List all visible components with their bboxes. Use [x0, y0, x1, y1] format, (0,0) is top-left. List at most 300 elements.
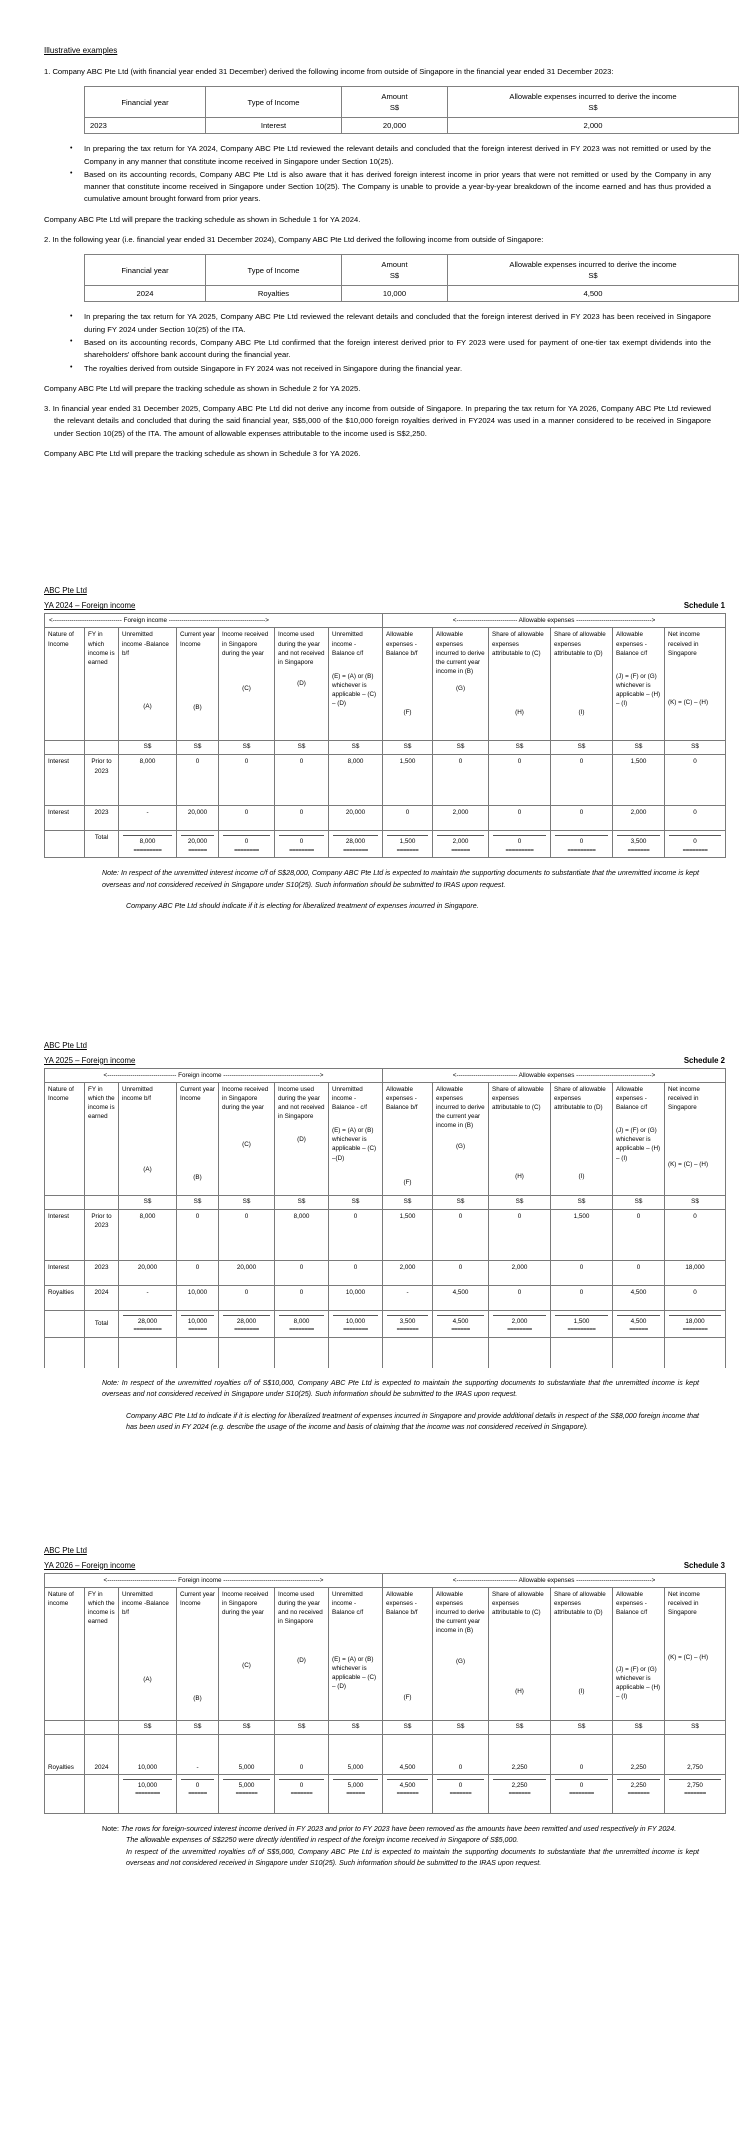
cell-nature: Royalties: [45, 1734, 85, 1774]
col-code-g: (G): [455, 685, 466, 693]
cell-share-c: 2,250: [489, 1734, 551, 1774]
col-share-d-label: Share of allowable expenses attributable to (D): [554, 631, 606, 657]
col-code-c: (C): [242, 684, 251, 692]
total-share-d: 0 =========: [551, 831, 613, 858]
currency-cell: S$: [119, 1195, 177, 1209]
col-share-d: [551, 1587, 613, 1720]
col-current-year-income: [177, 1587, 219, 1720]
total-used: 8,000 ========: [275, 1310, 329, 1337]
col-code-a: (A): [143, 1166, 152, 1174]
col-unremitted-bf: [119, 628, 177, 741]
cell-received-sg: 0: [219, 1285, 275, 1310]
header-allowable-expenses: [448, 87, 739, 118]
col-net-income-formula: (K) = (C) – (H): [668, 1161, 709, 1169]
total-label: Total: [85, 831, 119, 858]
cell-fy: 2023: [85, 806, 119, 831]
currency-cell: S$: [177, 1195, 219, 1209]
total-received-sg: 0 ========: [219, 831, 275, 858]
cell-share-d: 1,500: [551, 1209, 613, 1260]
cell-used: 0: [275, 1285, 329, 1310]
header-allowable-expenses: [448, 255, 739, 286]
cell-received-sg: 0: [219, 806, 275, 831]
currency-cell: S$: [177, 1720, 219, 1734]
total-net-income: 0 ========: [665, 831, 726, 858]
cell-unremitted-cf: 10,000: [329, 1285, 383, 1310]
cell-fy: Prior to 2023: [85, 1209, 119, 1260]
header-type-of-income: Type of Income: [206, 255, 342, 286]
cell-allowable-bf: 1,500: [383, 1209, 433, 1260]
cell-type-of-income: Royalties: [206, 286, 342, 302]
spacer-cell: [177, 1337, 219, 1368]
col-code-i: (I): [578, 1688, 585, 1696]
col-allowable-bf-label: Allowable expenses -Balance b/f: [386, 1590, 418, 1616]
col-code-i: (I): [578, 1173, 585, 1181]
col-code-f: (F): [403, 1179, 412, 1187]
list-item: • Based on its accounting records, Company ABC Pte Ltd is also aware that it has derived foreign interest income in prior years that were not remitted or used by the Company in any manner that constitute income received in Singapore under Section 10(25). The Company is unable to provide a year-by-year breakdown of the income earned and has thus provided a cumulative amount brought forward from prior years.: [70, 169, 711, 206]
col-nature-of-income: Nature of income: [45, 1587, 85, 1720]
schedule-3-table: [44, 1573, 726, 1814]
page-title: Illustrative examples: [44, 46, 118, 55]
header-allowable-expenses-currency: S$: [588, 271, 598, 281]
col-net-income: [665, 628, 726, 741]
total-received-sg: 5,000 =======: [219, 1774, 275, 1813]
col-unremitted-cf-formula: (E) = (A) or (B) whichever is applicable – (C) –(D): [332, 1127, 377, 1162]
table-row: [45, 755, 726, 806]
col-code-h: (H): [515, 708, 524, 716]
note-label: Note:: [102, 869, 119, 878]
cell-allowable-expenses: 4,500: [448, 286, 739, 302]
col-code-a: (A): [143, 702, 152, 710]
col-code-b: (B): [193, 1174, 202, 1182]
spacer-cell: [551, 1337, 613, 1368]
col-share-d: [551, 628, 613, 741]
total-unremitted-cf: 28,000 ========: [329, 831, 383, 858]
cell-unremitted-bf: 20,000: [119, 1260, 177, 1285]
example2-intro: 2. In the following year (i.e. financial year ended 31 December 2024), Company ABC Pte Ltd derived the following income from outside of Singapore:: [44, 235, 544, 245]
spacer-cell: [613, 1337, 665, 1368]
example1-closing: Company ABC Pte Ltd will prepare the tracking schedule as shown in Schedule 1 for YA 2024.: [44, 214, 361, 224]
spacer-cell: [433, 1337, 489, 1368]
currency-cell: S$: [613, 1195, 665, 1209]
cell-allowable-cf: 1,500: [613, 755, 665, 806]
cell-allowable-cf: 0: [613, 1209, 665, 1260]
schedule-3-section: [0, 1546, 755, 1870]
schedule-2-table: [44, 1068, 726, 1368]
currency-cell: S$: [489, 1195, 551, 1209]
cell-net-income: 0: [665, 755, 726, 806]
col-nature-of-income: Nature of Income: [45, 1082, 85, 1195]
col-income-used: [275, 628, 329, 741]
col-income-used: [275, 1082, 329, 1195]
col-current-year-income-label: Current year Income: [180, 1590, 215, 1607]
schedule-3-company: ABC Pte Ltd: [44, 1545, 87, 1555]
header-financial-year: Financial year: [85, 87, 206, 118]
header-amount-label: Amount: [381, 91, 408, 101]
cell-nature: Royalties: [45, 1285, 85, 1310]
cell-share-d: 0: [551, 806, 613, 831]
cell-nature: Interest: [45, 755, 85, 806]
column-header-row: [45, 1082, 726, 1195]
note-text: In respect of the unremitted royalties c/f of S$10,000, Company ABC Pte Ltd is expected to maintain the supporting documents to substantiate that the unremitted income is kept overseas and not considered received in Singapore under S10(25). Such information should be submitted to the IRAS upon request.: [102, 1378, 699, 1399]
schedule-2-number: Schedule 2: [683, 1055, 725, 1065]
cell-allowable-bf: 2,000: [383, 1260, 433, 1285]
example1-bullets: [44, 143, 711, 205]
col-code-d: (D): [297, 1136, 306, 1144]
header-financial-year: Financial year: [85, 255, 206, 286]
currency-cell: S$: [433, 1720, 489, 1734]
total-share-d: 0 ========: [551, 1774, 613, 1813]
total-allowable-incurred: 4,500 ======: [433, 1310, 489, 1337]
total-allowable-bf: 4,500 =======: [383, 1774, 433, 1813]
total-blank: [45, 1310, 85, 1337]
cell-share-d: 0: [551, 755, 613, 806]
col-code-f: (F): [403, 708, 412, 716]
example3-intro: 3. In financial year ended 31 December 2025, Company ABC Pte Ltd did not derive any income from outside of Singapore. In preparing the tax return for YA 2026, Company ABC Pte Ltd reviewed the relevant details and concluded that during the said financial year, S$5,000 of the $10,000 foreign royalties derived in FY2024 was used in a manner considered to be received in Singapore under Section 10(25) of the ITA. The amount of allowable expenses attributable to the income used is S$2,250.: [44, 404, 711, 438]
currency-cell: S$: [219, 741, 275, 755]
col-share-c: [489, 1082, 551, 1195]
schedule-3-note-2: [44, 1835, 725, 1846]
col-unremitted-bf-label: Unremitted income -Balance b/f: [122, 631, 169, 657]
currency-cell: S$: [383, 741, 433, 755]
cell-unremitted-bf: 8,000: [119, 1209, 177, 1260]
schedule-1-section: [0, 586, 755, 912]
total-allowable-cf: 2,250 =======: [613, 1774, 665, 1813]
cell-share-c: 0: [489, 755, 551, 806]
col-code-h: (H): [515, 1688, 524, 1696]
group-header-foreign-income: <--------------------------------- Foreign income ---------------------------------------------->: [45, 1068, 383, 1082]
col-allowable-incurred: [433, 1587, 489, 1720]
total-unremitted-cf: 5,000 ======: [329, 1774, 383, 1813]
cell-used: 0: [275, 1734, 329, 1774]
list-item: • The royalties derived from outside Singapore in FY 2024 was not received in Singapore during the financial year.: [70, 363, 711, 375]
schedule-3-note-1: [44, 1824, 725, 1835]
total-label: [85, 1774, 119, 1813]
note-text: In respect of the unremitted interest income c/f of S$28,000, Company ABC Pte Ltd is expected to maintain the supporting documents to substantiate that the unremitted income is kept overseas and not considered received in Singapore under S10(25). Such information should be submitted to IRAS upon request.: [102, 869, 699, 889]
spacer-cell: [329, 1337, 383, 1368]
cell-received-sg: 20,000: [219, 1260, 275, 1285]
col-allowable-bf: [383, 1587, 433, 1720]
cell-unremitted-bf: 10,000: [119, 1734, 177, 1774]
total-net-income: 18,000 ========: [665, 1310, 726, 1337]
example2-closing: Company ABC Pte Ltd will prepare the tracking schedule as shown in Schedule 2 for YA 2025.: [44, 383, 361, 393]
group-header-allowable-expenses: <----------------------------- Allowable expenses ------------------------------------>: [383, 614, 726, 628]
total-used: 0 ========: [275, 831, 329, 858]
cell-nature: Interest: [45, 1209, 85, 1260]
total-share-c: 2,250 =======: [489, 1774, 551, 1813]
total-allowable-incurred: 0 =======: [433, 1774, 489, 1813]
cell-share-d: 0: [551, 1285, 613, 1310]
cell-share-c: 0: [489, 1285, 551, 1310]
col-current-year-income-label: Current year Income: [180, 1085, 215, 1102]
currency-row: [45, 741, 726, 755]
col-net-income: [665, 1587, 726, 1720]
total-current-income: 10,000 ======: [177, 1310, 219, 1337]
schedule-1-table: [44, 613, 726, 858]
intro-section: [0, 0, 755, 460]
total-share-c: 0 =========: [489, 831, 551, 858]
cell-type-of-income: Interest: [206, 118, 342, 134]
cell-allowable-expenses: 2,000: [448, 118, 739, 134]
col-income-received-sg-label: Income received in Singapore during the year: [222, 1590, 269, 1616]
cell-allowable-bf: 4,500: [383, 1734, 433, 1774]
table-header-row: [85, 255, 739, 286]
cell-allowable-bf: 0: [383, 806, 433, 831]
col-share-d-label: Share of allowable expenses attributable to (D): [554, 1085, 606, 1112]
total-row: [45, 831, 726, 858]
currency-cell: S$: [275, 1195, 329, 1209]
currency-cell: [85, 1720, 119, 1734]
currency-cell: S$: [275, 741, 329, 755]
col-income-used-label: Income used during the year and not received in Singapore: [278, 1085, 325, 1121]
currency-cell: S$: [665, 1195, 726, 1209]
cell-current-income: -: [177, 1734, 219, 1774]
cell-share-d: 0: [551, 1260, 613, 1285]
currency-cell: S$: [219, 1195, 275, 1209]
header-allowable-expenses-currency: S$: [588, 103, 598, 113]
list-item: • Based on its accounting records, Company ABC Pte Ltd confirmed that the foreign interest derived prior to FY 2023 were used for payment of one-tier tax exempt dividends into the shareholders' offshore bank account during the financial year.: [70, 337, 711, 362]
cell-allowable-incurred: 0: [433, 1734, 489, 1774]
col-allowable-incurred: [433, 1082, 489, 1195]
group-header-row: [45, 1068, 726, 1082]
cell-current-income: 0: [177, 1260, 219, 1285]
cell-allowable-cf: 2,250: [613, 1734, 665, 1774]
cell-financial-year: 2024: [85, 286, 206, 302]
header-amount: [342, 255, 448, 286]
col-code-g: (G): [455, 1143, 466, 1151]
col-unremitted-bf-label: Unremitted income -Balance b/f: [122, 1590, 169, 1616]
example2-bullets: [44, 311, 711, 374]
cell-fy: 2024: [85, 1734, 119, 1774]
schedule-2-titlebar: [44, 1056, 725, 1065]
cell-nature: Interest: [45, 1260, 85, 1285]
currency-cell: [85, 1195, 119, 1209]
col-code-g: (G): [455, 1658, 466, 1666]
col-share-c: [489, 628, 551, 741]
cell-share-c: 0: [489, 1209, 551, 1260]
cell-current-income: 10,000: [177, 1285, 219, 1310]
currency-cell: [45, 1720, 85, 1734]
spacer-cell: [219, 1337, 275, 1368]
total-allowable-cf: 3,500 =======: [613, 831, 665, 858]
col-income-received-sg-label: Income received in Singapore during the year: [222, 1085, 269, 1112]
cell-allowable-incurred: 0: [433, 755, 489, 806]
cell-share-c: 0: [489, 806, 551, 831]
col-unremitted-bf-label: Unremitted income b/f: [122, 1085, 153, 1102]
col-allowable-cf-formula: (J) = (F) or (G) whichever is applicable – (H) – (I): [616, 672, 661, 708]
total-allowable-incurred: 2,000 ======: [433, 831, 489, 858]
note-label: Note:: [102, 1824, 119, 1833]
cell-allowable-cf: 4,500: [613, 1285, 665, 1310]
col-allowable-incurred-label: Allowable expenses incurred to derive the current year income in (B): [436, 1085, 485, 1130]
table-row: [45, 806, 726, 831]
schedule-3-titlebar: [44, 1561, 725, 1570]
col-allowable-cf-label: Allowable expenses - Balance c/f: [616, 631, 648, 657]
cell-net-income: 0: [665, 806, 726, 831]
spacer-cell: [119, 1337, 177, 1368]
spacer-cell: [665, 1337, 726, 1368]
header-amount-currency: S$: [389, 103, 400, 113]
total-unremitted-cf: 10,000 ========: [329, 1310, 383, 1337]
col-share-c-label: Share of allowable expenses attributable to (C): [492, 631, 544, 657]
schedule-1-note-1: [44, 868, 725, 891]
cell-used: 0: [275, 755, 329, 806]
cell-share-d: 0: [551, 1734, 613, 1774]
total-allowable-cf: 4,500 ======: [613, 1310, 665, 1337]
cell-net-income: 0: [665, 1209, 726, 1260]
currency-cell: S$: [383, 1720, 433, 1734]
schedule-2-note-1: [44, 1378, 725, 1401]
col-income-received-sg-label: Income received in Singapore during the year: [222, 631, 269, 657]
cell-unremitted-bf: -: [119, 806, 177, 831]
cell-unremitted-bf: 8,000: [119, 755, 177, 806]
total-blank: [45, 1774, 85, 1813]
cell-amount: 20,000: [342, 118, 448, 134]
cell-amount: 10,000: [342, 286, 448, 302]
schedule-3-note-3: [44, 1847, 725, 1870]
table-spacer-row: [45, 1337, 726, 1368]
col-allowable-incurred-label: Allowable expenses incurred to derive the current year income in (B): [436, 1590, 485, 1635]
currency-cell: S$: [665, 1720, 726, 1734]
col-code-c: (C): [242, 1662, 251, 1670]
currency-cell: S$: [551, 1720, 613, 1734]
col-unremitted-cf: [329, 628, 383, 741]
col-allowable-cf-label: Allowable expenses - Balance c/f: [616, 1590, 648, 1616]
currency-cell: S$: [489, 741, 551, 755]
cell-allowable-cf: 0: [613, 1260, 665, 1285]
header-amount: [342, 87, 448, 118]
currency-cell: S$: [329, 741, 383, 755]
currency-cell: S$: [219, 1720, 275, 1734]
currency-cell: S$: [665, 741, 726, 755]
col-code-f: (F): [403, 1694, 412, 1702]
col-net-income-formula: (K) = (C) – (H): [668, 1654, 709, 1662]
note-text: The allowable expenses of S$2250 were directly identified in respect of the foreign income received in Singapore of S$5,000.: [126, 1836, 519, 1845]
col-net-income: [665, 1082, 726, 1195]
col-unremitted-cf: [329, 1587, 383, 1720]
col-code-b: (B): [193, 703, 202, 711]
col-allowable-cf-label: Allowable expenses - Balance c/f: [616, 1085, 648, 1112]
group-header-foreign-income: [45, 614, 383, 628]
schedule-1-titlebar: [44, 601, 725, 610]
col-income-used-label: Income used during the year and no received in Singapore: [278, 1590, 323, 1626]
header-allowable-expenses-label: Allowable expenses incurred to derive the income: [509, 259, 677, 269]
total-net-income: 2,750 =======: [665, 1774, 726, 1813]
col-income-used-label: Income used during the year and not received in Singapore: [278, 631, 325, 666]
col-code-c: (C): [242, 1141, 251, 1149]
col-allowable-incurred: [433, 628, 489, 741]
col-net-income-label: Net income received in Singapore: [668, 1085, 700, 1112]
col-allowable-bf-label: Allowable expenses -Balance b/f: [386, 631, 418, 657]
total-unremitted-bf: 28,000 =========: [119, 1310, 177, 1337]
col-allowable-bf: [383, 628, 433, 741]
currency-cell: S$: [329, 1195, 383, 1209]
spacer-cell: [383, 1337, 433, 1368]
cell-allowable-bf: -: [383, 1285, 433, 1310]
currency-cell: S$: [275, 1720, 329, 1734]
cell-unremitted-cf: 20,000: [329, 806, 383, 831]
note-label: Note:: [102, 1378, 119, 1387]
col-allowable-incurred-label: Allowable expenses incurred to derive the current year income in (B): [436, 631, 485, 675]
col-allowable-bf-label: Allowable expenses -Balance b/f: [386, 1085, 418, 1112]
col-current-year-income: [177, 628, 219, 741]
currency-cell: S$: [489, 1720, 551, 1734]
currency-cell: S$: [329, 1720, 383, 1734]
spacer-cell: [489, 1337, 551, 1368]
schedule-1-company: ABC Pte Ltd: [44, 586, 87, 596]
currency-cell: [45, 1195, 85, 1209]
schedule-2-note-2: [44, 1411, 725, 1434]
header-amount-currency: S$: [389, 271, 400, 281]
note-text: Company ABC Pte Ltd should indicate if it is electing for liberalized treatment of expenses incurred in Singapore.: [126, 902, 479, 911]
col-share-c-label: Share of allowable expenses attributable to (C): [492, 1085, 544, 1112]
col-share-d-label: Share of allowable expenses attributable to (D): [554, 1590, 606, 1616]
cell-net-income: 0: [665, 1285, 726, 1310]
col-income-used: [275, 1587, 329, 1720]
spacer-cell: [85, 1337, 119, 1368]
cell-fy: Prior to 2023: [85, 755, 119, 806]
currency-cell: S$: [433, 1195, 489, 1209]
col-unremitted-bf: [119, 1587, 177, 1720]
col-allowable-cf: [613, 1082, 665, 1195]
total-current-income: 20,000 ======: [177, 831, 219, 858]
cell-received-sg: 5,000: [219, 1734, 275, 1774]
total-unremitted-bf: 10,000 ========: [119, 1774, 177, 1813]
col-fy-earned: FY in which the income is earned: [85, 1587, 119, 1720]
cell-allowable-bf: 1,500: [383, 755, 433, 806]
table-row: [45, 1285, 726, 1310]
cell-unremitted-cf: 0: [329, 1260, 383, 1285]
total-current-income: 0 ======: [177, 1774, 219, 1813]
schedule-1-note-2: [44, 901, 725, 912]
col-current-year-income: [177, 1082, 219, 1195]
total-used: 0 =======: [275, 1774, 329, 1813]
cell-unremitted-cf: 5,000: [329, 1734, 383, 1774]
total-received-sg: 28,000 ========: [219, 1310, 275, 1337]
group-header-row: [45, 1573, 726, 1587]
cell-used: 8,000: [275, 1209, 329, 1260]
col-code-d: (D): [297, 679, 306, 687]
total-label: Total: [85, 1310, 119, 1337]
currency-cell: S$: [177, 741, 219, 755]
total-allowable-bf: 1,500 =======: [383, 831, 433, 858]
cell-nature: Interest: [45, 806, 85, 831]
col-income-received-sg: [219, 628, 275, 741]
col-allowable-cf: [613, 628, 665, 741]
col-fy-earned: FY in which income is earned: [85, 628, 119, 741]
example3-closing: Company ABC Pte Ltd will prepare the tracking schedule as shown in Schedule 3 for YA 2026.: [44, 449, 361, 459]
currency-row: [45, 1720, 726, 1734]
currency-cell: S$: [119, 1720, 177, 1734]
col-unremitted-cf-formula: (E) = (A) or (B) whichever is applicable – (C) – (D): [332, 672, 377, 708]
spacer-cell: [45, 1337, 85, 1368]
note-text: The rows for foreign-sourced interest income derived in FY 2023 and prior to FY 2023 have been removed as the amounts have been remitted and used respectively in FY 2024.: [120, 1824, 677, 1833]
currency-row: [45, 1195, 726, 1209]
total-row: [45, 1774, 726, 1813]
total-row: [45, 1310, 726, 1337]
cell-used: 0: [275, 1260, 329, 1285]
cell-net-income: 18,000: [665, 1260, 726, 1285]
col-code-i: (I): [578, 708, 585, 716]
schedule-2-title: YA 2025 – Foreign income: [44, 1055, 136, 1065]
column-header-row: [45, 628, 726, 741]
header-amount-label: Amount: [381, 259, 408, 269]
group-header-allowable-expenses: <----------------------------- Allowable expenses ------------------------------------>: [383, 1068, 726, 1082]
col-income-received-sg: [219, 1082, 275, 1195]
cell-current-income: 0: [177, 755, 219, 806]
schedule-2-company: ABC Pte Ltd: [44, 1040, 87, 1050]
col-code-h: (H): [515, 1173, 524, 1181]
schedule-3-number: Schedule 3: [683, 1560, 725, 1570]
